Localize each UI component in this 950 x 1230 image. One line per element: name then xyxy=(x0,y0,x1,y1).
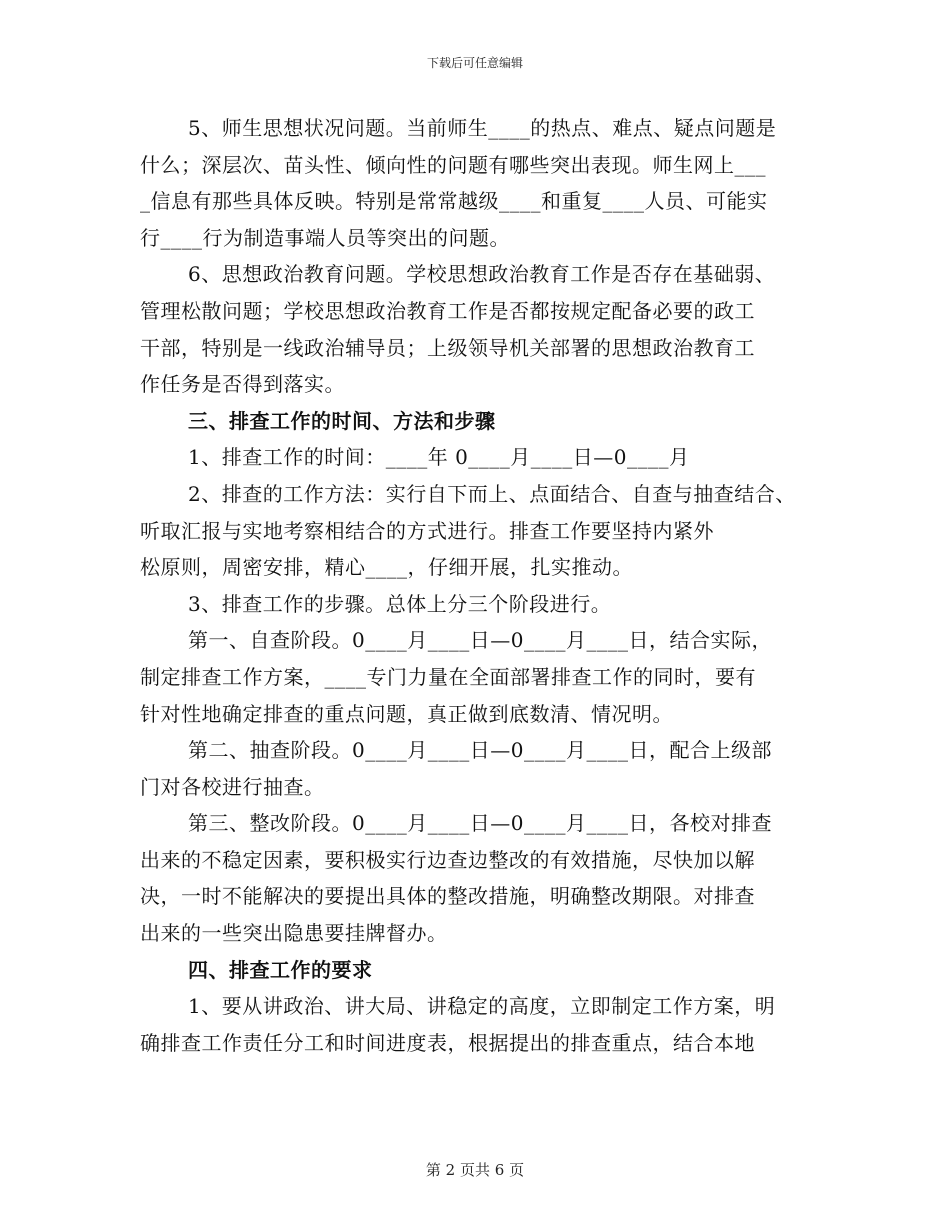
text-line: 制定排查工作方案，____专门力量在全面部署排查工作的同时，要有 xyxy=(140,664,756,689)
page-header: 下载后可任意编辑 xyxy=(426,56,523,70)
text-line: 2、排查的工作方法：实行自下而上、点面结合、自查与抽查结合、 xyxy=(188,481,796,506)
text-line: 第三、整改阶段。0____月____日—0____月____日，各校对排查 xyxy=(188,811,772,836)
text-line: 针对性地确定排查的重点问题，真正做到底数清、情况明。 xyxy=(140,701,673,726)
text-line: 3、排查工作的步骤。总体上分三个阶段进行。 xyxy=(188,591,612,616)
section-heading: 四、排查工作的要求 xyxy=(188,957,373,982)
text-line: _信息有那些具体反映。特别是常常越级____和重复____人员、可能实 xyxy=(140,189,768,214)
text-line: 决，一时不能解决的要提出具体的整改措施，明确整改期限。对排查 xyxy=(140,884,755,909)
text-line: 5、师生思想状况问题。当前师生____的热点、难点、疑点问题是 xyxy=(188,116,777,140)
text-line: 松原则，周密安排，精心____，仔细开展，扎实推动。 xyxy=(140,555,633,580)
text-line: 什么；深层次、苗头性、倾向性的问题有哪些突出表现。师生网上___ xyxy=(140,152,766,177)
text-line: 听取汇报与实地考察相结合的方式进行。排查工作要坚持内紧外 xyxy=(140,518,714,543)
section-heading: 三、排查工作的时间、方法和步骤 xyxy=(188,408,496,433)
text-line: 6、思想政治教育问题。学校思想政治教育工作是否存在基础弱、 xyxy=(188,262,776,287)
text-line: 管理松散问题；学校思想政治教育工作是否都按规定配备必要的政工 xyxy=(140,298,755,323)
text-line: 第一、自查阶段。0____月____日—0____月____日，结合实际， xyxy=(188,628,772,653)
page-footer: 第 2 页共 6 页 xyxy=(425,1161,525,1179)
text-line: 1、排查工作的时间：____年 0____月____日—0____月 xyxy=(188,445,690,470)
text-line: 作任务是否得到落实。 xyxy=(140,372,345,397)
document-body xyxy=(140,110,810,1061)
text-line: 出来的不稳定因素，要积极实行边查边整改的有效措施，尽快加以解 xyxy=(140,847,755,872)
text-line: 干部，特别是一线政治辅导员；上级领导机关部署的思想政治教育工 xyxy=(140,335,755,360)
text-line: 出来的一些突出隐患要挂牌督办。 xyxy=(140,921,448,946)
text-line: 门对各校进行抽查。 xyxy=(140,774,325,799)
text-line: 1、要从讲政治、讲大局、讲稳定的高度，立即制定工作方案，明 xyxy=(188,994,776,1019)
text-line: 确排查工作责任分工和时间进度表，根据提出的排查重点，结合本地 xyxy=(140,1030,755,1055)
text-line: 行____行为制造事端人员等突出的问题。 xyxy=(140,225,510,250)
text-line: 第二、抽查阶段。0____月____日—0____月____日，配合上级部 xyxy=(188,738,772,763)
